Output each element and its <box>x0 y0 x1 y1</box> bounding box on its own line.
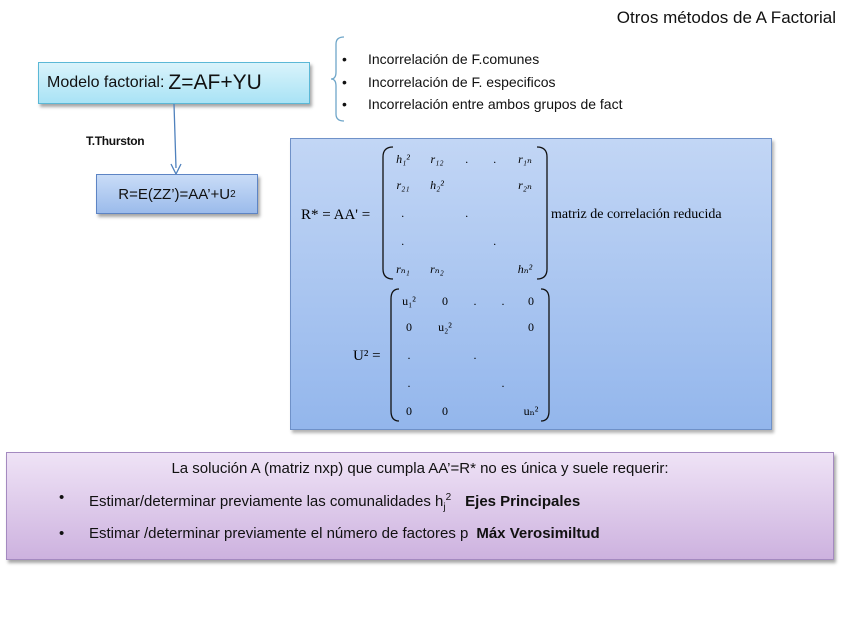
matrix-u-cell: . <box>473 294 477 308</box>
matrix-u-cell: . <box>407 376 411 390</box>
matrix-r-cell: r₂₁ <box>396 178 410 192</box>
method-max-likelihood: Máx Verosimiltud <box>476 525 600 542</box>
matrix-u-cell: 0 <box>442 294 448 308</box>
model-label: Modelo factorial: <box>47 74 165 91</box>
solution-item-factors <box>59 521 600 547</box>
solution-box <box>6 452 834 560</box>
matrix-r-cell: rₙ₁ <box>396 262 410 276</box>
matrix-r-cell: . <box>465 206 469 220</box>
solution-intro: La solución A (matriz nxp) que cumpla AA’=R* no es única y suele requerir: <box>171 460 669 477</box>
matrix-u-cell: 0 <box>406 320 412 334</box>
matrix-r-cell: r₁₂ <box>430 152 444 166</box>
matrix-u-cell: u₂² <box>438 320 452 334</box>
r-matrix-lhs: R* = AA' = <box>301 207 371 223</box>
model-box <box>38 62 310 104</box>
matrix-r-cell: . <box>465 152 469 166</box>
matrix-u-cell: uₙ² <box>523 404 539 418</box>
assumption-item: • Incorrelación entre ambos grupos de fact <box>342 93 622 116</box>
matrix-r-cell: r₁ₙ <box>518 152 532 166</box>
method-principal-axes: Ejes Principales <box>465 493 581 510</box>
solution-item-text: Estimar /determinar previamente el número de factores p <box>89 525 469 542</box>
r-equation-box <box>96 174 258 214</box>
matrix-u-cell: . <box>407 348 411 362</box>
assumption-item: • Incorrelación de F. especificos <box>342 71 622 94</box>
matrix-r-cell: hₙ² <box>517 262 533 276</box>
thurston-label: T.Thurston <box>86 134 145 148</box>
r-matrix-left-bracket <box>383 147 393 279</box>
matrix-graphic <box>291 139 773 431</box>
matrix-r-cell: r₂ₙ <box>518 178 532 192</box>
matrix-u-cell: 0 <box>406 404 412 418</box>
matrix-u-cell: 0 <box>528 320 534 334</box>
matrix-r-cell: h₂² <box>430 178 444 192</box>
matrix-panel <box>290 138 772 430</box>
assumptions-list <box>342 48 622 116</box>
assumption-item: • Incorrelación de F.comunes <box>342 48 622 71</box>
solution-list <box>59 485 600 547</box>
matrix-u-cell: u₁² <box>402 294 416 308</box>
connector-arrow <box>168 104 184 176</box>
r-equation-exponent: 2 <box>230 188 236 200</box>
r-equation: R=E(ZZ’)=AA’+U <box>118 185 231 203</box>
subscript-j: j <box>443 502 446 513</box>
matrix-r-cell: rₙ₂ <box>430 262 444 276</box>
matrix-u-cell: . <box>501 294 505 308</box>
superscript-2: 2 <box>445 492 452 503</box>
matrix-u-cell: 0 <box>528 294 534 308</box>
matrix-r-cell: h₁² <box>396 152 410 166</box>
u-matrix-lhs: U² = <box>353 348 381 364</box>
model-equation: Z=AF+YU <box>168 71 262 94</box>
slide-title: Otros métodos de A Factorial <box>616 8 836 27</box>
r-matrix-right-bracket <box>537 147 547 279</box>
matrix-r-cell: . <box>493 234 497 248</box>
u-matrix-left-bracket <box>391 289 399 421</box>
matrix-u-cell: . <box>501 376 505 390</box>
u-matrix-right-bracket <box>541 289 549 421</box>
matrix-r-cell: . <box>401 234 405 248</box>
matrix-u-cell: 0 <box>442 404 448 418</box>
solution-item-text: Estimar/determinar previamente las comunalidades h <box>89 493 444 510</box>
r-matrix-caption: matriz de correlación reducida <box>551 207 722 222</box>
matrix-r-cell: . <box>401 206 405 220</box>
matrix-u-cell: . <box>473 348 477 362</box>
matrix-r-cell: . <box>493 152 497 166</box>
solution-item-communalities <box>59 485 600 521</box>
